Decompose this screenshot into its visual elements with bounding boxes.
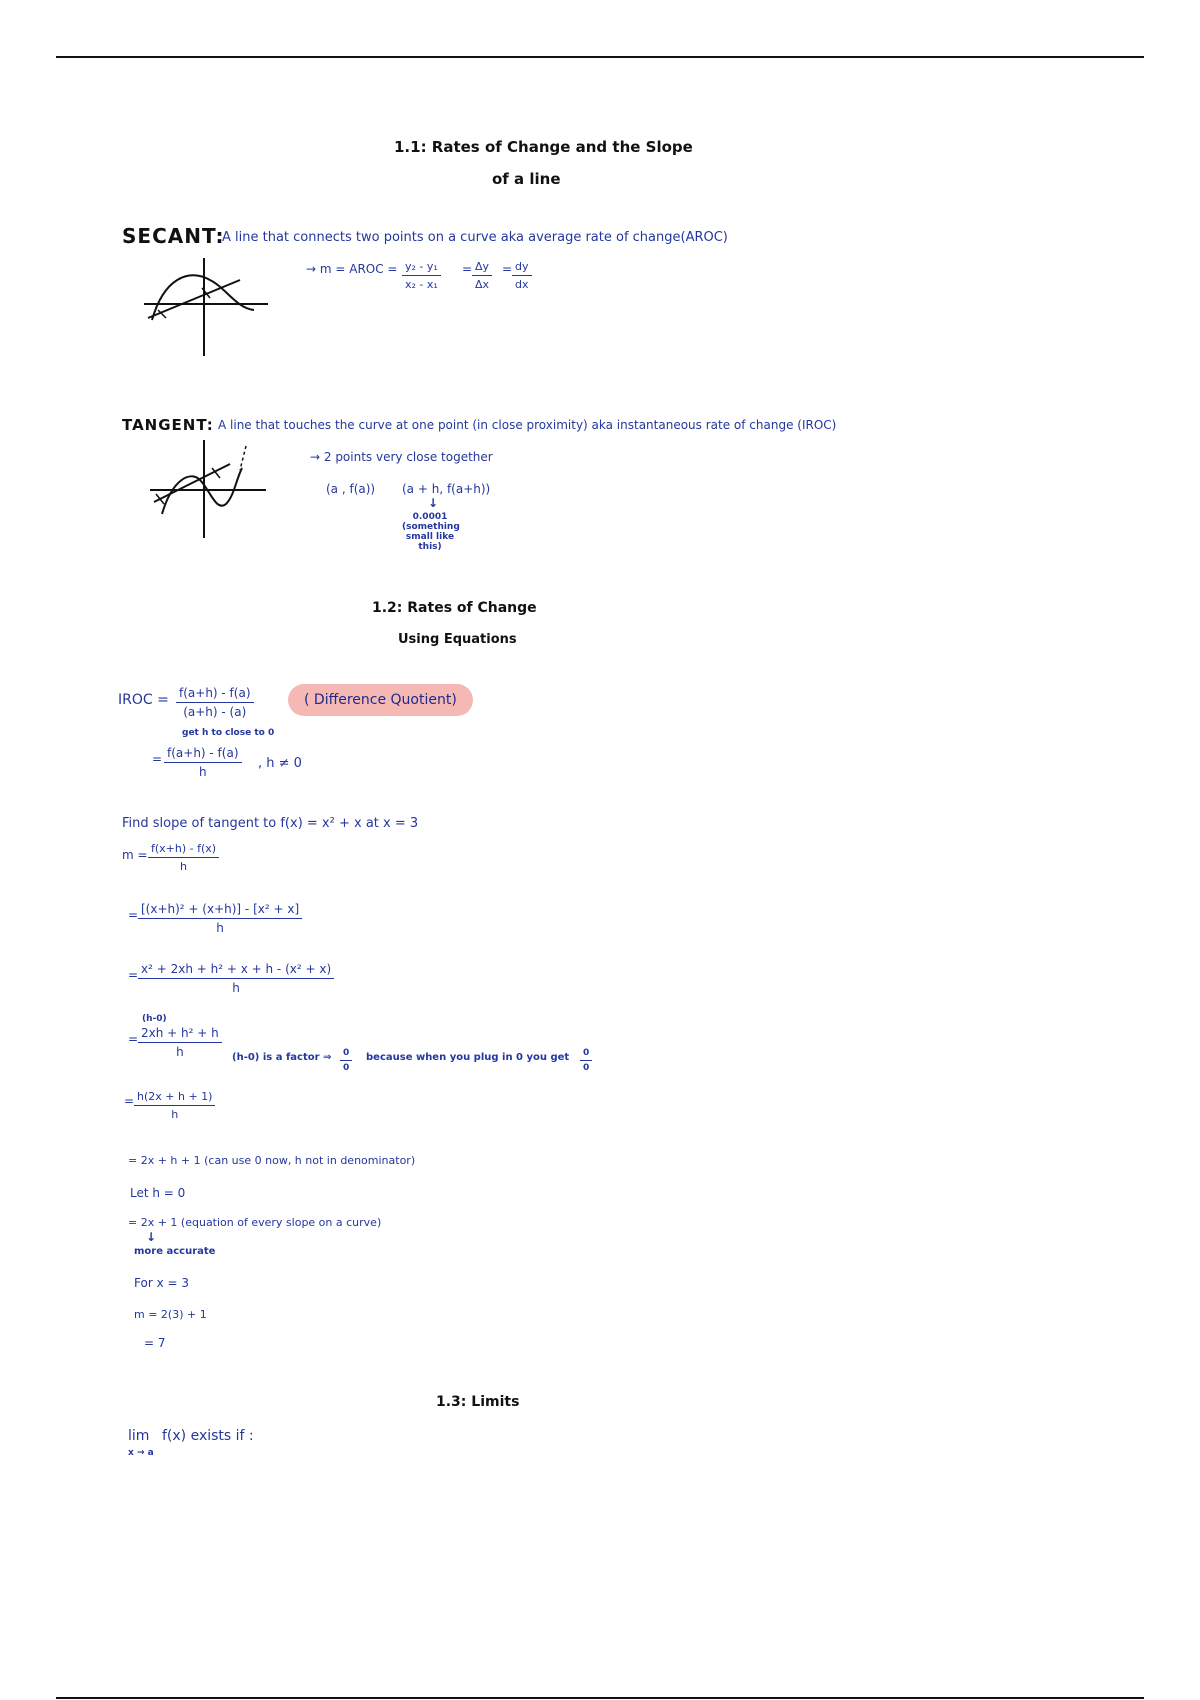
section-title-1-2-line2: Using Equations	[398, 632, 517, 647]
iroc-denominator-note: get h to close to 0	[182, 728, 275, 738]
tangent-heading: TANGENT:	[122, 416, 214, 434]
step8: = 2x + 1 (equation of every slope on a curve)	[128, 1216, 382, 1229]
equals-sign: =	[124, 1094, 135, 1108]
fraction-numerator: dy	[512, 260, 532, 276]
iroc-fraction-simplified	[164, 746, 242, 779]
fraction-denominator: dx	[515, 278, 529, 291]
limit-subscript: x → a	[128, 1448, 154, 1458]
fraction-denominator: h	[180, 860, 188, 873]
fraction-denominator: 0	[583, 1063, 590, 1073]
secant-fraction-3	[512, 260, 532, 291]
fraction-numerator: Δy	[472, 260, 492, 276]
section-title-1-3: 1.3: Limits	[436, 1394, 520, 1410]
fraction-denominator: h	[198, 765, 207, 779]
fraction-numerator: 0	[580, 1048, 592, 1061]
zero-over-zero	[580, 1048, 592, 1073]
equals-sign: =	[128, 1032, 139, 1046]
arrow-down-icon: ↓	[428, 496, 439, 510]
fraction-denominator: 0	[343, 1063, 350, 1073]
tangent-point-a-plus-h: (a + h, f(a+h))	[402, 482, 491, 496]
step4-comment: (h-0) is a factor ⇒	[232, 1052, 332, 1063]
secant-definition: A line that connects two points on a curve aka average rate of change(AROC)	[222, 230, 728, 245]
equals-sign: =	[462, 262, 473, 276]
tangent-note: → 2 points very close together	[310, 450, 493, 464]
secant-fraction-1	[402, 260, 441, 291]
step7: Let h = 0	[130, 1186, 186, 1200]
fraction-numerator: 2xh + h² + h	[138, 1026, 222, 1043]
step10: m = 2(3) + 1	[134, 1308, 207, 1321]
tangent-sketch	[150, 440, 280, 550]
step6: = 2x + h + 1 (can use 0 now, h not in denominator)	[128, 1154, 416, 1167]
secant-sketch	[144, 258, 274, 358]
secant-fraction-2	[472, 260, 492, 291]
tangent-point-a: (a , f(a))	[326, 482, 376, 496]
step3-fraction	[138, 962, 334, 995]
fraction-denominator: (a+h) - (a)	[183, 705, 247, 719]
fraction-denominator: h	[216, 921, 224, 935]
fraction-numerator: f(a+h) - f(a)	[176, 686, 254, 703]
equals-sign: =	[152, 752, 163, 766]
step4-fraction	[138, 1026, 222, 1059]
fraction-numerator: 0	[340, 1048, 352, 1061]
fraction-numerator: f(a+h) - f(a)	[164, 746, 242, 763]
tangent-definition: A line that touches the curve at one point (in close proximity) aka instantaneous rate of change (IROC)	[218, 418, 837, 432]
arrow-down-icon: ↓	[146, 1230, 157, 1244]
fraction-denominator: h	[176, 1045, 184, 1059]
zero-over-zero	[340, 1048, 352, 1073]
limit-condition-text: f(x) exists if :	[162, 1428, 254, 1444]
fraction-denominator: Δx	[475, 278, 490, 291]
section-title-1-1-line2: of a line	[492, 170, 561, 188]
top-rule	[56, 56, 1144, 58]
step9: For x = 3	[134, 1276, 189, 1290]
fraction-numerator: y₂ - y₁	[402, 260, 441, 276]
equals-sign: =	[128, 908, 139, 922]
iroc-fraction	[176, 686, 254, 719]
step1-fraction	[148, 842, 219, 873]
section-title-1-1: 1.1: Rates of Change and the Slope	[394, 138, 693, 156]
step4-comment-2: because when you plug in 0 you get	[366, 1052, 570, 1063]
step2-fraction	[138, 902, 302, 935]
step11: = 7	[144, 1336, 166, 1350]
step5-fraction	[134, 1090, 215, 1121]
fraction-denominator: x₂ - x₁	[405, 278, 438, 291]
equals-sign: =	[502, 262, 513, 276]
fraction-numerator: h(2x + h + 1)	[134, 1090, 215, 1106]
difference-quotient-badge: ( Difference Quotient)	[288, 684, 473, 716]
example-prompt: Find slope of tangent to f(x) = x² + x at x = 3	[122, 816, 419, 831]
fraction-numerator: f(x+h) - f(x)	[148, 842, 219, 858]
step4-note: (h-0)	[142, 1014, 167, 1024]
step8-note: more accurate	[134, 1246, 216, 1257]
section-title-1-2: 1.2: Rates of Change	[372, 600, 537, 616]
secant-heading: SECANT:	[122, 224, 225, 248]
secant-formula-prefix: → m = AROC =	[306, 262, 398, 276]
fraction-numerator: x² + 2xh + h² + x + h - (x² + x)	[138, 962, 334, 979]
step1-prefix: m =	[122, 848, 148, 862]
tangent-arrow-note: 0.0001 (something small like this)	[402, 512, 460, 552]
fraction-denominator: h	[232, 981, 240, 995]
iroc-condition: , h ≠ 0	[258, 756, 302, 771]
fraction-denominator: h	[171, 1108, 179, 1121]
fraction-numerator: [(x+h)² + (x+h)] - [x² + x]	[138, 902, 302, 919]
equals-sign: =	[128, 968, 139, 982]
bottom-rule	[56, 1697, 1144, 1699]
limit-symbol: lim	[128, 1428, 150, 1444]
iroc-label: IROC =	[118, 692, 169, 708]
